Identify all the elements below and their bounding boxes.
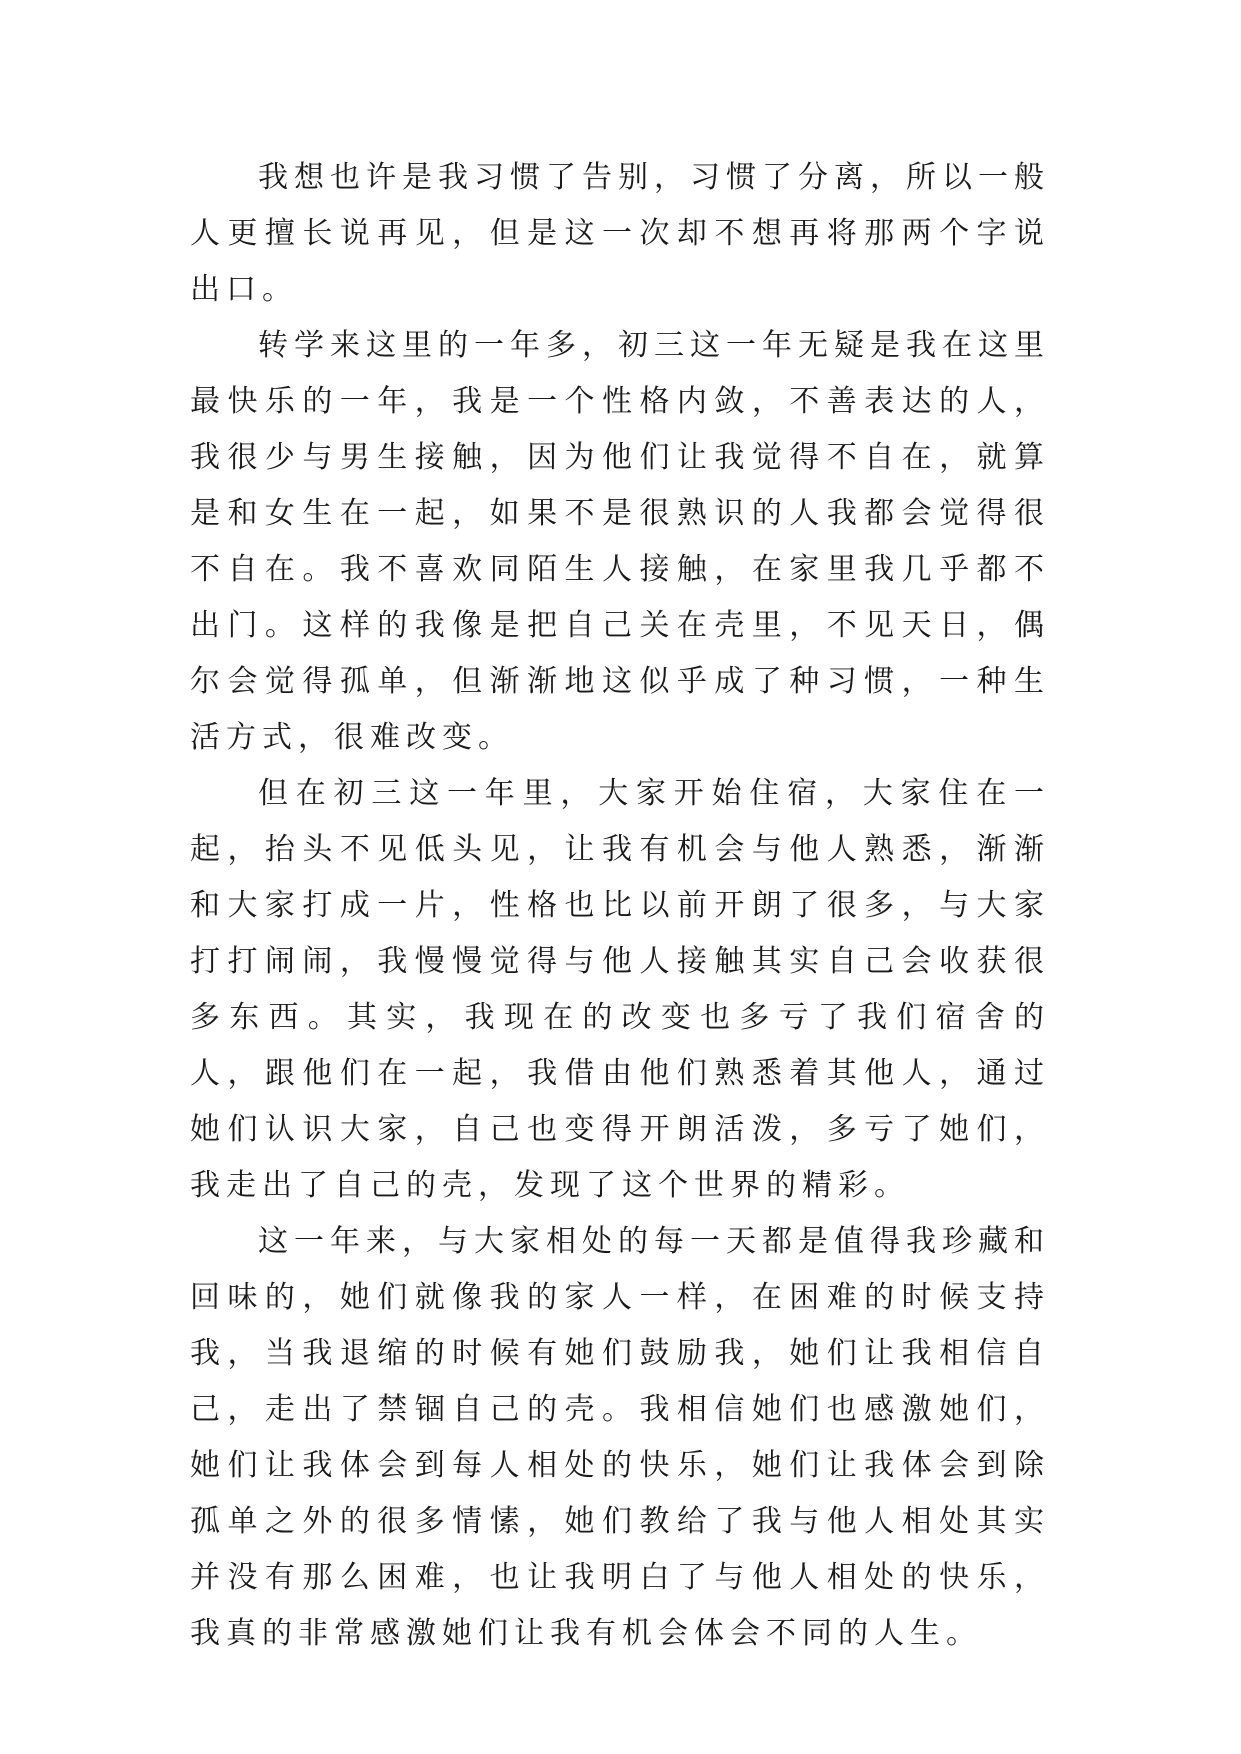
paragraph-1: 我想也许是我习惯了告别，习惯了分离，所以一般人更擅长说再见，但是这一次却不想再将那两个字说出口。: [190, 160, 1050, 307]
paragraph-3: 但在初三这一年里，大家开始住宿，大家住在一起，抬头不见低头见，让我有机会与他人熟悉，渐渐和大家打成一片，性格也比以前开朗了很多，与大家打打闹闹，我慢慢觉得与他人接触其实自己会收获很多东西。其实，我现在的改变也多亏了我们宿舍的人，跟他们在一起，我借由他们熟悉着其他人，通过她们认识大家，自己也变得开朗活泼，多亏了她们，我走出了自己的壳，发现了这个世界的精彩。: [190, 776, 1050, 1203]
paragraph-4: 这一年来，与大家相处的每一天都是值得我珍藏和回味的，她们就像我的家人一样，在困难的时候支持我，当我退缩的时候有她们鼓励我，她们让我相信自己，走出了禁锢自己的壳。我相信她们也感激她们，她们让我体会到每人相处的快乐，她们让我体会到除孤单之外的很多情愫，她们教给了我与他人相处其实并没有那么困难，也让我明白了与他人相处的快乐，我真的非常感激她们让我有机会体会不同的人生。: [190, 1224, 1050, 1651]
paragraph-2: 转学来这里的一年多，初三这一年无疑是我在这里最快乐的一年，我是一个性格内敛，不善表达的人，我很少与男生接触，因为他们让我觉得不自在，就算是和女生在一起，如果不是很熟识的人我都会觉得很不自在。我不喜欢同陌生人接触，在家里我几乎都不出门。这样的我像是把自己关在壳里，不见天日，偶尔会觉得孤单，但渐渐地这似乎成了种习惯，一种生活方式，很难改变。: [190, 328, 1050, 755]
document-page: [190, 150, 1050, 1662]
